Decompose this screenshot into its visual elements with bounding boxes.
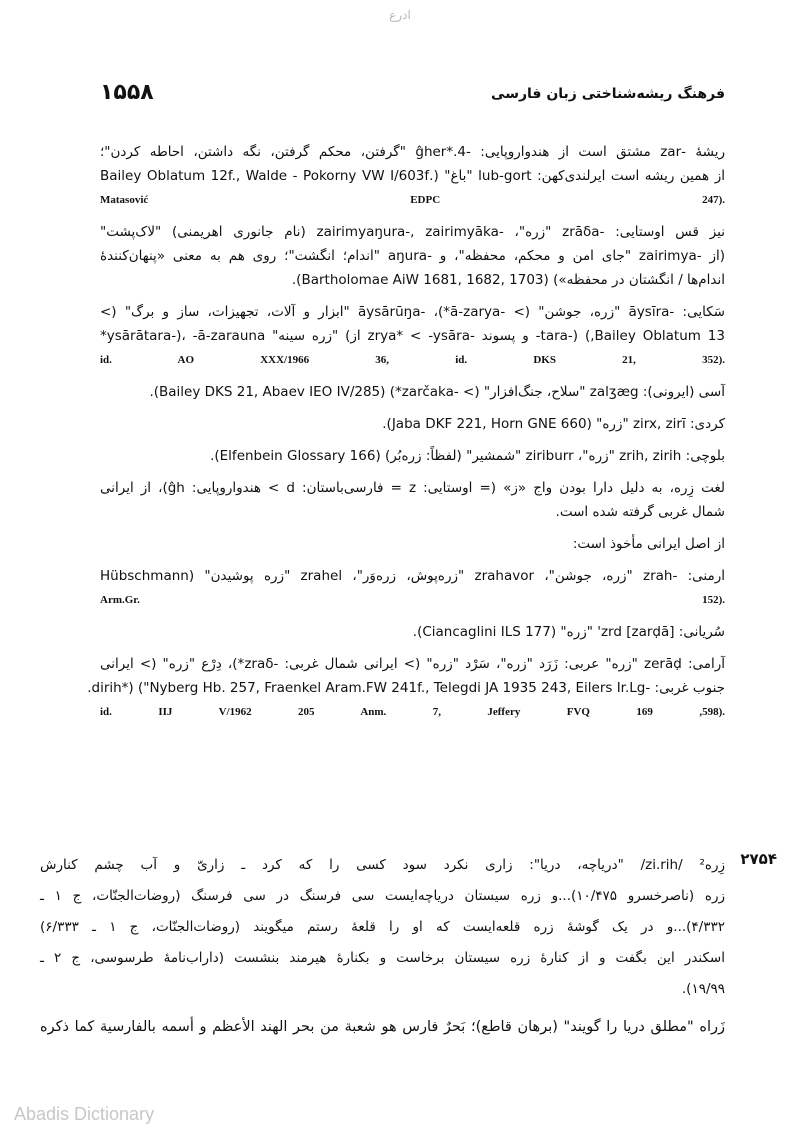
text-line: اندام‌ها / انگشتان در محفظه») (Bartholomae AiW 1681, 1682, 1703). bbox=[291, 272, 725, 288]
text-line: از اصل ایرانی مأخوذ است: bbox=[572, 536, 725, 552]
text-line: سُریانی: [zarḍā] zrd' "زره" (Ciancaglini ILS 177). bbox=[412, 624, 725, 640]
entry-line: اسکندر این بگفت و از کنارهٔ زره سیستان برخاست و بکنارهٔ هیرمند بنشست (داراب‌نامهٔ طرسوسی، ج ۲ ـ bbox=[40, 950, 725, 966]
text-line: شمال غربی گرفته شده است. bbox=[555, 504, 725, 520]
page-number: ۱۵۵۸ bbox=[100, 80, 154, 105]
text-line: بلوچی: zrih, zirih "زره"، ziriburr "شمشیر" (لفظاً: زره‌بُر) (Elfenbein Glossary 166). bbox=[210, 448, 725, 464]
paragraph bbox=[100, 300, 725, 372]
watermark-bottom: Abadis Dictionary bbox=[14, 1104, 155, 1124]
watermark-top: ادرع bbox=[389, 8, 411, 22]
paragraph bbox=[100, 140, 725, 212]
paragraph bbox=[100, 220, 725, 292]
paragraph bbox=[100, 444, 725, 468]
paragraph bbox=[100, 412, 725, 436]
text-line: کردی: zirx, zirī "زره" (Jaba DKF 221, Horn GNE 660). bbox=[382, 416, 725, 432]
paragraph bbox=[87, 652, 726, 724]
reference-line: .(598, id. IIJ V/1962 205 Anm. 7, Jeffery FVQ 169 bbox=[100, 706, 725, 718]
entry-line: زِره² /zi.rih/ "دریاچه، دریا": زاری نکرد سود کسی را که کرد ـ زاریّ و آب چشم کنارش bbox=[40, 857, 726, 873]
text-line: ارمنی: -zrah "زره، جوشن"، zrahavor "زره‌پوش، زره‌وَر"، zrahel "زره پوشیدن" (Hübschmann bbox=[100, 568, 725, 584]
page-header bbox=[100, 80, 725, 120]
entry-number: ۲۷۵۴ bbox=[740, 850, 777, 868]
book-title: فرهنگ ریشه‌شناختی زبان فارسی bbox=[491, 86, 725, 102]
text-line: لغت زِره، به دلیل دارا بودن واج «ز» (= اوستایی: z = فارسی‌باستان: d > هندواروپایی: ĝh)، از ایرانی bbox=[100, 480, 725, 496]
entry-line: ۴/۳۳۲)...و در یک گوشهٔ زره قلعه‌ایست که او را قلعهٔ رستم میگویند (روضات‌الجنّات، ج ۱ ـ ۶/۳۳۳) bbox=[40, 919, 725, 935]
text-line: سَکایی: -āysīra "زره، جوشن" (> -ā-zarya*)، -āysārūŋa "ابزار و آلات، تجهیزات، ساز و برگ" (> bbox=[100, 304, 725, 320]
text-line: (از -zairimya "جای امن و محکم، محفظه"، و -aŋura "اندام؛ انگشت"؛ روی هم به معنی «پنهان‌کنندهٔ bbox=[100, 248, 725, 264]
dictionary-body bbox=[87, 140, 726, 724]
text-line: از همین ریشه است ایرلندی‌کهن: lub-gort "باغ" (.Bailey Oblatum 12f., Walde - Pokorny VW I/603f bbox=[100, 168, 725, 184]
text-line: جنوب غربی: -dirih*) ("Nyberg Hb. 257, Fraenkel Aram.FW 241f., Telegdi JA 1935 243, Eilers Ir.Lg. bbox=[87, 680, 725, 696]
paragraph bbox=[100, 380, 725, 404]
reference-line: .(Arm.Gr. 152 bbox=[100, 594, 725, 606]
paragraph bbox=[100, 564, 725, 612]
text-line: آرامی: zerāḍ "زره" عربی: زَرَد "زره"، سَرْد "زره" (> ایرانی شمال غربی: -zraδ*)، دِرْع "زره" (> ایرانی bbox=[100, 656, 726, 672]
paragraph bbox=[100, 476, 725, 524]
text-line: نیز قس اوستایی: -zrāδa "زره"، -zairimyaŋura-, zairimyāka (نام جانوری اهریمنی) "لاک‌پشت" bbox=[100, 224, 725, 240]
text-line: آسی (ایرونی): zalʒæg "سلاح، جنگ‌افزار" (> -zarčaka*) (Bailey DKS 21, Abaev IEO IV/285). bbox=[149, 384, 725, 400]
text-line: Bailey Oblatum 13,) (-tara- و پسوند -zrya* < -ysāra از) "زره سینه" ysārātara-)، -ā-zarauna* bbox=[100, 328, 725, 344]
paragraph bbox=[100, 620, 725, 644]
reference-line: .(Matasović EDPC 247 bbox=[100, 194, 725, 206]
last-line: زَراه "مطلق دریا را گویند" (برهان قاطع)؛ بَحرٌ فارس هو شعبة من بحر الهند الأعظم و أسمه بالفارسية كما ذكره bbox=[40, 1019, 725, 1035]
entry-line: زره (ناصرخسرو ۱۰/۴۷۵)...و زره سیستان دریاچه‌ایست سی فرسنگ در سی فرسنگ (روضات‌الجنّات، ج ۱ ـ bbox=[40, 888, 725, 904]
reference-line: .(id. AO XXX/1966 36, id. DKS 21, 352 bbox=[100, 354, 725, 366]
text-line: ریشهٔ -zar مشتق است از هندواروپایی: -4.*ĝher "گرفتن، محکم گرفتن، نگه داشتن، احاطه کردن"؛ bbox=[100, 144, 725, 160]
paragraph bbox=[100, 532, 725, 556]
entry-line: ۱۹/۹۹). bbox=[681, 981, 725, 997]
dictionary-entry bbox=[40, 850, 777, 1005]
